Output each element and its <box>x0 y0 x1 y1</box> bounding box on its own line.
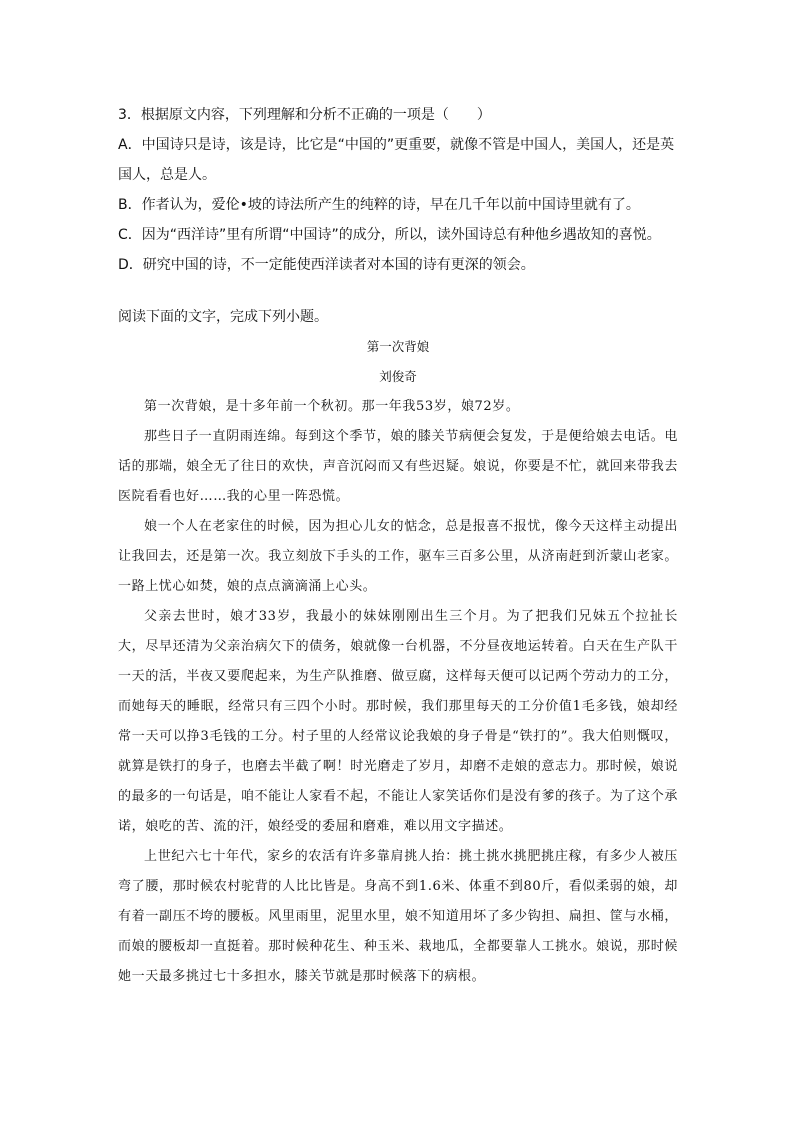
option-c: C．因为“西洋诗”里有所谓“中国诗”的成分，所以，读外国诗总有种他乡遇故知的喜悦。 <box>118 227 661 243</box>
essay <box>118 332 678 992</box>
option-d: D．研究中国的诗，不一定能使西洋读者对本国的诗有更深的领会。 <box>118 257 535 273</box>
section-gap <box>118 280 678 302</box>
option-b: B．作者认为，爱伦•坡的诗法所产生的纯粹的诗，早在几千年以前中国诗里就有了。 <box>118 197 640 213</box>
reading-block <box>118 302 678 992</box>
question-block <box>118 100 678 280</box>
essay-author: 刘俊奇 <box>379 369 417 384</box>
reading-instruction: 阅读下面的文字，完成下列小题。 <box>118 309 328 325</box>
essay-paragraph: 娘一个人在老家住的时候，因为担心儿女的惦念，总是报喜不报忧，像今天这样主动提出让我回去，还是第一次。我立刻放下手头的工作，驱车三百多公里，从济南赶到沂蒙山老家。一路上忧心如焚，娘的点点滴滴涌上心头。 <box>118 519 678 594</box>
essay-paragraph: 第一次背娘，是十多年前一个秋初。那一年我53岁，娘72岁。 <box>144 399 520 414</box>
essay-paragraph: 那些日子一直阴雨连绵。每到这个季节，娘的膝关节病便会复发，于是便给娘去电话。电话的那端，娘全无了往日的欢快，声音沉闷而又有些迟疑。娘说，你要是不忙，就回来带我去医院看看也好……我的心里一阵恐慌。 <box>118 429 678 504</box>
essay-title: 第一次背娘 <box>366 339 430 354</box>
page-content <box>118 100 678 992</box>
question-stem: 3．根据原文内容，下列理解和分析不正确的一项是（ ） <box>118 107 491 123</box>
essay-paragraph: 父亲去世时，娘才33岁，我最小的妹妹刚刚出生三个月。为了把我们兄妹五个拉扯长大，尽早还清为父亲治病欠下的债务，娘就像一台机器，不分昼夜地运转着。白天在生产队干一天的活，半夜又要爬起来，为生产队推磨、做豆腐，这样每天便可以记两个劳动力的工分，而她每天的睡眠，经常只有三四个小时。那时候，我们那里每天的工分价值1毛多钱，娘却经常一天可以挣3毛钱的工分。村子里的人经常议论我娘的身子骨是“铁打的”。我大伯则慨叹，就算是铁打的身子，也磨去半截了啊！时光磨走了岁月，却磨不走娘的意志力。那时候，娘说的最多的一句话是，咱不能让人家看不起，不能让人家笑话你们是没有爹的孩子。为了这个承诺，娘吃的苦、流的汗，娘经受的委屈和磨难，难以用文字描述。 <box>118 609 678 834</box>
essay-paragraph: 上世纪六七十年代，家乡的农活有许多靠肩挑人抬：挑土挑水挑肥挑庄稼，有多少人被压弯了腰，那时候农村驼背的人比比皆是。身高不到1.6米、体重不到80斤，看似柔弱的娘，却有着一副压不垮的腰板。风里雨里，泥里水里，娘不知道用坏了多少钩担、扁担、筐与水桶，而娘的腰板却一直挺着。那时候种花生、种玉米、栽地瓜，全都要靠人工挑水。娘说，那时候她一天最多挑过七十多担水，膝关节就是那时候落下的病根。 <box>118 849 678 984</box>
option-a: A．中国诗只是诗，该是诗，比它是“中国的”更重要，就像不管是中国人，美国人，还是英国人，总是人。 <box>118 137 675 183</box>
